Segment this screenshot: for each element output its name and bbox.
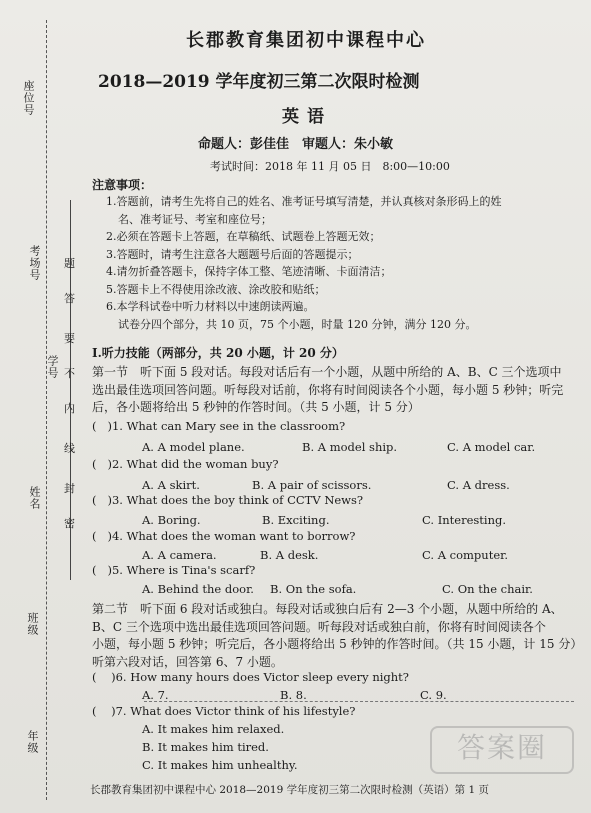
- watermark-logo: 答案圈: [430, 726, 574, 774]
- question-7-option-c: C. It makes him unhealthy.: [142, 758, 298, 772]
- binding-strip: [0, 0, 78, 813]
- question-7-option-b: B. It makes him tired.: [142, 740, 269, 754]
- instruction-line: B、C 三个选项中选出最佳选项回答问题。听每段对话或独白前，你将有时间阅读各个: [92, 619, 546, 634]
- question-2: ( )2. What did the woman buy?: [92, 457, 279, 471]
- name-label: 姓名: [28, 486, 41, 510]
- student-no-label: 学号: [46, 355, 59, 379]
- note-item: 2.必须在答题卡上答题，在草稿纸、试题卷上答题无效；: [106, 230, 381, 243]
- question-7: ( )7. What does Victor think of his lifestyle?: [92, 704, 356, 718]
- seal-char: 密: [64, 517, 75, 530]
- seal-char: 内: [64, 402, 75, 415]
- question-3: ( )3. What does the boy think of CCTV News?: [92, 493, 364, 507]
- question-setters: 命题人：彭佳佳 审题人：朱小敏: [198, 137, 394, 152]
- instruction-line: 第一节 听下面 5 段对话。每段对话后有一个小题，从题中所给的 A、B、C 三个选项中: [92, 365, 562, 379]
- note-item: 5.答题卡上不得使用涂改液、涂改胶和贴纸；: [106, 282, 326, 296]
- seal-char: 封: [64, 482, 75, 495]
- seal-char: 题: [64, 257, 75, 270]
- notes-list: [106, 193, 574, 333]
- note-item: 名、准考证号、考室和座位号；: [118, 212, 272, 226]
- seal-char: 答: [64, 292, 75, 305]
- organization-title: 长郡教育集团初中课程中心: [186, 30, 426, 51]
- seat-no-label: 座位号: [22, 80, 35, 116]
- note-item: 1.答题前，请考生先将自己的姓名、准考证号填写清楚，并认真核对条形码上的姓: [106, 195, 502, 208]
- instruction-line: 第二节 听下面 6 段对话或独白。每段对话或独白后有 2—3 个小题，从题中所给的 A、: [92, 602, 563, 616]
- question-4: ( )4. What does the woman want to borrow?: [92, 529, 356, 543]
- answer-line: [144, 701, 574, 702]
- subject-title: 英语: [282, 107, 332, 127]
- class-label: 班级: [26, 612, 39, 636]
- instruction-line: 选出最佳选项回答问题。听每段对话前，你将有时间阅读各个小题，每小题 5 秒钟；听完: [92, 382, 564, 397]
- grade-label: 年级: [26, 730, 39, 754]
- exam-room-label: 考场号: [28, 245, 41, 281]
- seal-char: 线: [64, 442, 75, 455]
- note-item: 3.答题时，请考生注意各大题题号后面的答题提示；: [106, 247, 359, 261]
- question-6: ( )6. How many hours does Victor sleep every night?: [92, 670, 409, 684]
- exam-title: 2018—2019 学年度初三第二次限时检测: [98, 72, 420, 92]
- instruction-line: 小题，每小题 5 秒钟；听完后，各小题将给出 5 秒钟的作答时间。（共 15 小题，计 15 分）: [92, 637, 583, 651]
- main-content: 长郡教育集团初中课程中心 2018—2019 学年度初三第二次限时检测 英语 命题人：彭佳佳 审题人：朱小敏 考试时间：2018 年 11 月 05 日 8:00—10:00 注意事项： 1.答题前，请考生先将自己的姓名、准考证号填写清楚，并认真核对条形码上的姓 名、准考证号、考室和座位号； 2.必须在答题卡上答题，在草稿纸、试题卷上答题无效； 3.答题时，请考生注意各大题题号后面的答题提示； 4.请勿折叠答题卡，保持字体工整、笔迹清晰、卡面清洁； 5.答题卡上不得使用涂改液、涂改胶和贴纸； 6.本学科试卷中听力材料以中速朗读两遍。 试卷分四个部分，共 10 页，75 个小题，时量 120 分钟，满分 120 分。 Ⅰ.听力技能（两部分，共 20 小题，计 20 分） 第一节 听下面 5 段对话。每段对话后有一个小题，从题中所给的 A、B、C 三个选项中 选出最佳选项回答问题。听每段对话前，你将有时间阅读各个小题，每小题 5 秒钟；听完 后，各小题将给出 5 秒钟的作答时间。（共 5 小题，计 5 分） ( )1. What can Mary see in the classroom? A. A model plane. B. A model ship. C. A model car. ( )2. What did the woman buy? A. A skirt. B. A pair of scissors. C. A dress. ( )3. What does the boy think of CCTV News? A. Boring. B. Exciting. C. Interesting. ( )4. What does the woman want to borrow? A. A camera. B. A desk. C. A computer. ( )5. Where is Tina's scarf? A. Behind the door. B. On the sofa. C. On the chair. 第二节 听下面 6 段对话或独白。每段对话或独白后有 2—3 个小题，从题中所给的 A、 B、C 三个选项中选出最佳选项回答问题。听每段对话或独白前，你将有时间阅读各个 小题，每小题 5 秒钟；听完后，各小题将给出 5 秒钟的作答时间。（共 15 小题，计 15 分） 听第六段对话，回答第 6、7 小题。 ( )6. How many hours does Victor sleep every night? A. 7. B. 8. C. 9. ( )7. What does Victor think of his lifestyle? A. It makes him relaxed. B. It makes him tired. C. It makes him unhealthy. 长郡教育集团初中课程中心 2018—2019 学年度初三第二次限时检测（英语）第 1 页: [86, 0, 591, 813]
- binding-dashed-line: [46, 20, 47, 800]
- seal-char: 不: [64, 367, 75, 380]
- question-1: ( )1. What can Mary see in the classroom?: [92, 419, 346, 433]
- section2-instructions: [92, 601, 582, 671]
- note-item: 6.本学科试卷中听力材料以中速朗读两遍。: [106, 300, 315, 313]
- note-item: 4.请勿折叠答题卡，保持字体工整、笔迹清晰、卡面清洁；: [106, 265, 392, 278]
- exam-time: 考试时间：2018 年 11 月 05 日 8:00—10:00: [210, 160, 450, 173]
- seal-char: 要: [64, 332, 75, 345]
- notes-title: 注意事项：: [92, 178, 153, 192]
- section1-instructions: [92, 364, 563, 417]
- instruction-line: 听第六段对话，回答第 6、7 小题。: [92, 654, 283, 669]
- question-7-option-a: A. It makes him relaxed.: [142, 722, 285, 736]
- question-5: ( )5. Where is Tina's scarf?: [92, 563, 256, 577]
- note-item: 试卷分四个部分，共 10 页，75 个小题，时量 120 分钟，满分 120 分。: [118, 317, 477, 331]
- page-footer: 长郡教育集团初中课程中心 2018—2019 学年度初三第二次限时检测（英语）第 1 页: [90, 784, 489, 796]
- instruction-line: 后，各小题将给出 5 秒钟的作答时间。（共 5 小题，计 5 分）: [92, 400, 420, 414]
- listening-part-title: Ⅰ.听力技能（两部分，共 20 小题，计 20 分）: [92, 346, 344, 360]
